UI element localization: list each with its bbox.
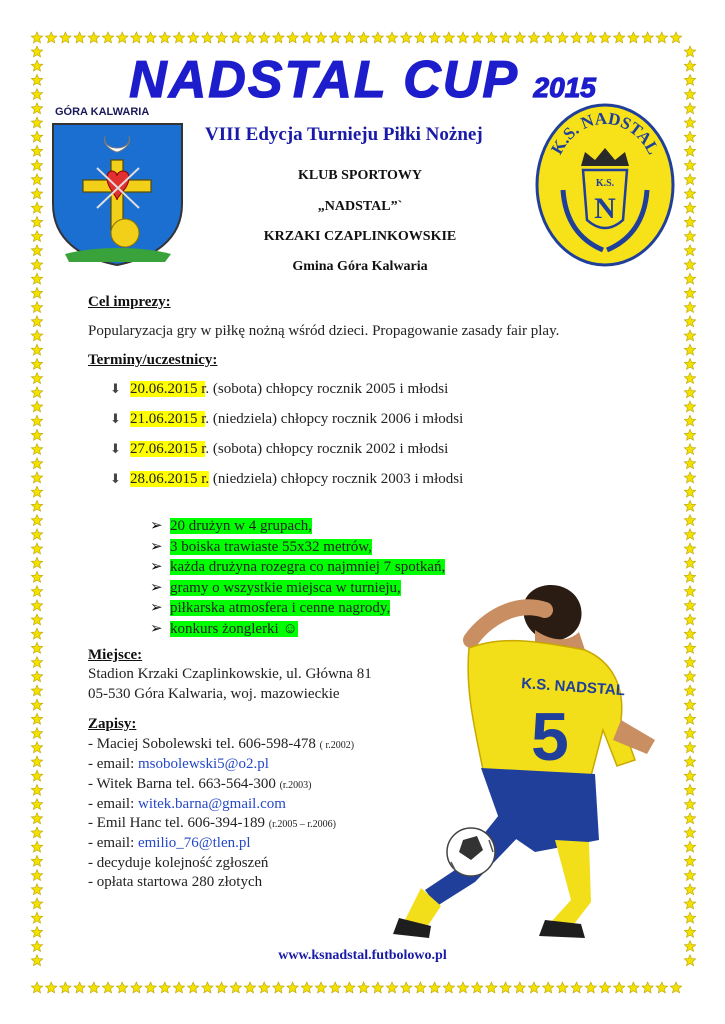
border-star [31, 231, 42, 242]
border-star [684, 302, 695, 313]
border-star [656, 32, 667, 43]
border-star [74, 982, 85, 993]
border-star [31, 657, 42, 668]
border-star [31, 202, 42, 213]
border-star [31, 117, 42, 128]
border-star [31, 841, 42, 852]
info-line: - decyduje kolejność zgłoszeń [88, 855, 269, 871]
border-star [117, 32, 128, 43]
arrow-right-icon: ➢ [150, 538, 163, 555]
border-star [31, 543, 42, 554]
border-star [31, 742, 42, 753]
border-star [31, 671, 42, 682]
arrow-right-icon: ➢ [150, 600, 163, 616]
border-star [599, 32, 610, 43]
list-item: ➢ gramy o wszystkie miejsca w turnieju, [150, 578, 445, 599]
border-star [31, 586, 42, 597]
border-star [684, 756, 695, 767]
border-star [31, 401, 42, 412]
border-star [684, 642, 695, 653]
border-star [31, 245, 42, 256]
border-star [684, 926, 695, 937]
border-star [684, 231, 695, 242]
border-star [131, 32, 142, 43]
border-star [188, 982, 199, 993]
jersey-number: 5 [531, 699, 569, 775]
border-star [31, 770, 42, 781]
features-list [150, 516, 445, 639]
border-star [614, 982, 625, 993]
border-star [31, 515, 42, 526]
border-star [684, 287, 695, 298]
border-star [684, 401, 695, 412]
border-star [31, 756, 42, 767]
border-star [571, 982, 582, 993]
border-star [31, 813, 42, 824]
border-star [46, 982, 57, 993]
border-star [684, 500, 695, 511]
email-link[interactable]: emilio_76@tlen.pl [137, 835, 251, 851]
contact-line: - Emil Hanc tel. 606-394-189 (r.2005 – r.2006) [88, 815, 337, 831]
border-star [159, 32, 170, 43]
border-star [684, 898, 695, 909]
border-star [46, 32, 57, 43]
border-star [31, 827, 42, 838]
border-star [684, 188, 695, 199]
border-star [287, 982, 298, 993]
border-star [614, 32, 625, 43]
border-star [301, 982, 312, 993]
border-star [684, 742, 695, 753]
border-star [684, 515, 695, 526]
arrow-right-icon: ➢ [150, 579, 163, 596]
border-star [259, 982, 270, 993]
club-line-3: KRZAKI CZAPLINKOWSKIE [263, 229, 457, 244]
border-star [31, 131, 42, 142]
border-star [684, 657, 695, 668]
border-star [684, 458, 695, 469]
border-star [31, 145, 42, 156]
border-star [684, 557, 695, 568]
border-star [684, 131, 695, 142]
arrow-down-icon: ⬇ [110, 441, 121, 456]
border-star [216, 32, 227, 43]
border-star [486, 982, 497, 993]
list-item: ➢ każda drużyna rozegra co najmniej 7 spotkań, [150, 557, 445, 578]
border-star [31, 259, 42, 270]
border-star [443, 982, 454, 993]
logo-ring-text: K.S. NADSTAL [547, 108, 663, 158]
border-star [528, 32, 539, 43]
arrow-right-icon: ➢ [150, 518, 163, 534]
date-item: ⬇ 27.06.2015 r. (sobota) chłopcy rocznik 2002 i młodsi [110, 441, 449, 457]
gora-kalwaria-crest [45, 118, 190, 268]
border-star [273, 982, 284, 993]
border-star [628, 982, 639, 993]
border-star [670, 32, 681, 43]
border-star [684, 770, 695, 781]
border-star [31, 330, 42, 341]
border-star [273, 32, 284, 43]
jersey-name: K.S. NADSTAL [520, 675, 626, 700]
border-star [216, 982, 227, 993]
page-title: NADSTAL CUP 2015 [129, 51, 596, 109]
border-star [244, 982, 255, 993]
border-star [628, 32, 639, 43]
border-star [31, 486, 42, 497]
border-star [31, 373, 42, 384]
contact-line: - Witek Barna tel. 663-564-300 (r.2003) [88, 776, 312, 792]
border-star [684, 415, 695, 426]
border-star [31, 699, 42, 710]
border-star [31, 912, 42, 923]
date-item: ⬇ 21.06.2015 r. (niedziela) chłopcy rocznik 2006 i młodsi [110, 411, 464, 427]
border-star [31, 188, 42, 199]
list-item: ➢ 20 drużyn w 4 grupach, [150, 516, 445, 537]
border-star [358, 982, 369, 993]
border-star [500, 32, 511, 43]
border-star [31, 571, 42, 582]
border-star [173, 32, 184, 43]
border-star [443, 32, 454, 43]
arrow-right-icon: ➢ [150, 620, 163, 637]
border-star [429, 982, 440, 993]
border-star [31, 557, 42, 568]
border-star [88, 982, 99, 993]
border-star [315, 32, 326, 43]
border-star [514, 982, 525, 993]
info-line: - opłata startowa 280 złotych [88, 874, 263, 890]
border-star [684, 316, 695, 327]
club-line-4: Gmina Góra Kalwaria [292, 259, 428, 274]
border-star [514, 32, 525, 43]
border-star [31, 32, 42, 43]
border-star [31, 926, 42, 937]
border-star [684, 259, 695, 270]
miejsce-heading: Miejsce: [88, 647, 143, 663]
border-star [372, 982, 383, 993]
date-item: ⬇ 20.06.2015 r. (sobota) chłopcy rocznik 2005 i młodsi [110, 381, 449, 397]
miejsce-line-2: 05-530 Góra Kalwaria, woj. mazowieckie [88, 686, 340, 702]
border-star [684, 699, 695, 710]
border-star [31, 884, 42, 895]
border-star [31, 870, 42, 881]
border-star [684, 117, 695, 128]
border-star [684, 373, 695, 384]
border-star [31, 799, 42, 810]
border-star [684, 174, 695, 185]
border-star [31, 415, 42, 426]
border-star [684, 387, 695, 398]
border-star [31, 529, 42, 540]
border-star [642, 982, 653, 993]
border-star [684, 671, 695, 682]
border-star [684, 472, 695, 483]
border-star [684, 429, 695, 440]
border-star [259, 32, 270, 43]
border-star [131, 982, 142, 993]
border-star [684, 586, 695, 597]
border-star [486, 32, 497, 43]
border-star [684, 358, 695, 369]
border-star [684, 145, 695, 156]
border-star [656, 982, 667, 993]
border-star [401, 982, 412, 993]
border-star [315, 982, 326, 993]
list-item: ➢ konkurs żonglerki ☺ [150, 619, 445, 640]
tournament-subtitle: VIII Edycja Turnieju Piłki Nożnej [205, 124, 483, 145]
border-star [31, 855, 42, 866]
border-star [60, 32, 71, 43]
border-star [457, 982, 468, 993]
border-star [472, 982, 483, 993]
email-link[interactable]: msobolewski5@o2.pl [137, 756, 269, 772]
border-star [31, 614, 42, 625]
border-star [599, 982, 610, 993]
border-star [543, 32, 554, 43]
border-star [102, 32, 113, 43]
border-star [684, 486, 695, 497]
miejsce-line-1: Stadion Krzaki Czaplinkowskie, ul. Główna 81 [88, 666, 372, 682]
border-star [386, 982, 397, 993]
cel-heading: Cel imprezy: [88, 294, 171, 310]
border-star [684, 330, 695, 341]
border-star [31, 685, 42, 696]
crest-label: GÓRA KALWARIA [55, 106, 150, 118]
border-star [684, 245, 695, 256]
border-star [31, 500, 42, 511]
border-star [31, 982, 42, 993]
border-star [401, 32, 412, 43]
border-star [31, 898, 42, 909]
border-star [31, 387, 42, 398]
border-star [472, 32, 483, 43]
list-item: ➢ 3 boiska trawiaste 55x32 metrów, [150, 537, 445, 558]
club-line-2: „NADSTAL”` [317, 199, 403, 214]
border-star [31, 287, 42, 298]
contact-line: - Maciej Sobolewski tel. 606-598-478 ( r.2002) [88, 736, 355, 752]
border-star [358, 32, 369, 43]
border-star [31, 713, 42, 724]
border-star [684, 600, 695, 611]
border-star [670, 982, 681, 993]
border-star [528, 982, 539, 993]
border-star [684, 841, 695, 852]
border-star [31, 216, 42, 227]
club-logo [533, 100, 678, 270]
date-item: ⬇ 28.06.2015 r. (niedziela) chłopcy rocznik 2003 i młodsi [110, 471, 464, 487]
border-star [31, 344, 42, 355]
border-star [684, 855, 695, 866]
border-star [31, 174, 42, 185]
border-star [500, 982, 511, 993]
border-star [684, 827, 695, 838]
arrow-down-icon: ⬇ [110, 381, 121, 396]
border-star [31, 444, 42, 455]
border-star [230, 32, 241, 43]
border-star [585, 32, 596, 43]
border-star [684, 160, 695, 171]
border-star [585, 982, 596, 993]
border-star [684, 685, 695, 696]
border-star [287, 32, 298, 43]
border-star [330, 982, 341, 993]
arrow-down-icon: ⬇ [110, 471, 121, 486]
border-star [244, 32, 255, 43]
border-star [684, 784, 695, 795]
logo-inner-text: K.S. [595, 178, 615, 189]
border-star [344, 32, 355, 43]
email-link[interactable]: witek.barna@gmail.com [137, 796, 286, 812]
border-star [684, 614, 695, 625]
border-star [415, 32, 426, 43]
border-star [159, 982, 170, 993]
border-star [457, 32, 468, 43]
border-star [684, 202, 695, 213]
zapisy-heading: Zapisy: [88, 716, 137, 732]
border-star [372, 32, 383, 43]
border-star [684, 216, 695, 227]
border-star [31, 728, 42, 739]
border-star [31, 600, 42, 611]
border-star [202, 32, 213, 43]
border-star [145, 32, 156, 43]
border-star [571, 32, 582, 43]
border-star [31, 784, 42, 795]
border-star [684, 571, 695, 582]
border-star [386, 32, 397, 43]
border-star [230, 982, 241, 993]
border-star [74, 32, 85, 43]
border-star [145, 982, 156, 993]
border-star [684, 884, 695, 895]
border-star [543, 982, 554, 993]
border-star [31, 358, 42, 369]
border-star [684, 799, 695, 810]
email-line: - email: emilio_76@tlen.pl [88, 835, 251, 851]
border-star [684, 344, 695, 355]
border-star [684, 444, 695, 455]
website-link[interactable]: www.ksnadstal.futbolowo.pl [278, 948, 447, 963]
border-star [344, 982, 355, 993]
border-star [31, 472, 42, 483]
border-star [684, 870, 695, 881]
terminy-heading: Terminy/uczestnicy: [88, 352, 218, 368]
email-line: - email: msobolewski5@o2.pl [88, 756, 269, 772]
border-star [330, 32, 341, 43]
border-star [102, 982, 113, 993]
border-star [301, 32, 312, 43]
border-star [429, 32, 440, 43]
border-star [31, 160, 42, 171]
border-star [188, 32, 199, 43]
border-star [31, 628, 42, 639]
logo-letter: N [594, 192, 616, 225]
cel-text: Popularyzacja gry w piłkę nożną wśród dzieci. Propagowanie zasady fair play. [88, 323, 560, 339]
list-item: ➢ piłkarska atmosfera i cenne nagrody, [150, 598, 445, 619]
border-star [31, 302, 42, 313]
border-star [31, 316, 42, 327]
email-line: - email: witek.barna@gmail.com [88, 796, 286, 812]
border-star [117, 982, 128, 993]
border-star [684, 813, 695, 824]
border-star [684, 713, 695, 724]
border-star [642, 32, 653, 43]
border-star [684, 628, 695, 639]
border-star [202, 982, 213, 993]
club-line-1: KLUB SPORTOWY [297, 168, 423, 183]
border-star [31, 458, 42, 469]
border-star [557, 32, 568, 43]
border-star [684, 273, 695, 284]
border-star [557, 982, 568, 993]
border-star [31, 642, 42, 653]
border-star [684, 543, 695, 554]
border-star [684, 728, 695, 739]
arrow-right-icon: ➢ [150, 559, 163, 575]
border-star [684, 912, 695, 923]
border-star [684, 529, 695, 540]
border-star [88, 32, 99, 43]
border-star [31, 429, 42, 440]
border-star [415, 982, 426, 993]
arrow-down-icon: ⬇ [110, 411, 121, 426]
border-star [60, 982, 71, 993]
border-star [173, 982, 184, 993]
border-star [31, 273, 42, 284]
